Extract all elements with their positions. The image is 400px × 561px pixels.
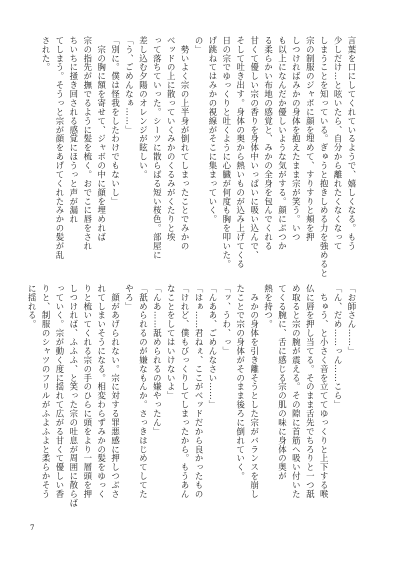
text-line: しつければ、ふふふ、と笑った宗の吐息が周囲に散らば <box>68 284 79 508</box>
text-line: 甘くて優しい宗の香りを身体中いっぱいに吸い込んで、 <box>249 36 260 260</box>
text-line: 顔があげられない。宗に対する罪悪感に押しつぶさ <box>110 284 121 499</box>
text-line: に揺れる。 <box>27 284 38 329</box>
text-line: 「けれど、僕もびっくりしてしまったから。もうあん <box>180 284 191 499</box>
text-line: 「んああ、ごめんなさい……」 <box>207 284 218 410</box>
text-line: ベッドの上に散っていくみかのくるみがくたりと埃 <box>166 36 177 242</box>
text-line: りと、制服のシャツのフリルがふよふよと柔らかそう <box>41 284 52 499</box>
text-line: 「はぁ……君ねぇ、ここがベッドだから良かったもの <box>194 284 205 499</box>
text-line: 言葉を口にしてくれているようで、嬉しくなる。もう <box>347 36 357 251</box>
text-line: 差し込む夕陽のオレンジが眩しい。 <box>138 36 149 180</box>
text-line: 少しだけ…と呟いたら、自分から離れたくなくなって <box>333 36 344 251</box>
text-line: しまうことを知っている。ぎゅうと抱きしめる力を強めると <box>319 36 330 278</box>
text-line: 仏に唇を押し当てる。そのまま舌先でちろりと一つ舐 <box>305 284 316 499</box>
text-line: 「んあ……舐められるの嫌やったん」 <box>152 284 163 436</box>
text-line: そして吐き出す。身体の奥から熱いものが込み上げてくる <box>235 36 246 269</box>
text-block-upper <box>38 36 358 278</box>
text-line: っていく。宗が動く度に揺れて広がる甘くて優しい香 <box>54 284 65 499</box>
text-line: 宗の制服のジャボに顔を埋めて、すりすりと頬を押 <box>305 36 316 242</box>
text-line: てくる腕に、舌に感じる宗の肌の味に身体の奥が <box>277 284 288 481</box>
text-line: しつければみかの身体を抱えたまま宗が笑う。いつ <box>291 36 302 242</box>
text-line: たことで宗の身体がそのまま後ろに倒れていく。 <box>235 284 246 481</box>
text-line: 「ッ、うわ、っ」 <box>221 284 232 356</box>
text-line: やろ」 <box>124 284 135 311</box>
text-line: 熱を持つ。 <box>263 284 274 329</box>
text-line: てしまう。そうっと宗が顔をあげてくれたみかの髪が乱 <box>54 36 65 260</box>
text-line: 「ん、だめ……っん……こら」 <box>333 284 344 410</box>
text-line: 勢いよく宗の上半身が倒れてしまったことでみかの <box>180 36 191 251</box>
text-line: みかの身体を引き離そうとした宗がバランスを崩し <box>249 284 260 499</box>
text-line: ちゅう、と小さく音を立ててゆっくりと上下する喉 <box>319 284 330 499</box>
text-block-lower <box>24 284 358 516</box>
text-line: げ跳ねてはみかの視線がそこに集まっていく。 <box>207 36 218 224</box>
text-line: なことをしてはいけないよ」 <box>166 284 177 401</box>
text-line: 日の宗でゆっくりと吐くように心臓が何度も胸を叩いた。 <box>221 36 232 269</box>
text-line: 「別に。僕は怪我をしたわけでもないし」 <box>110 36 121 206</box>
text-line: れてしまいそうになる。相変わらずみかの髪をゆっく <box>96 284 107 499</box>
text-line: 宗の指先が撫でるように髪を梳く。おでこに唇をされ <box>82 36 93 251</box>
text-line: の」 <box>194 36 205 54</box>
text-line: 宗の胸に額を寄せて、ジャボの中に顔を埋めれば <box>96 36 107 242</box>
text-line: も以上になんだか優しいような気がする。顔にぶつか <box>277 36 288 251</box>
page-number: 7 <box>30 524 35 532</box>
text-line: る柔らかい布地の感覚と、みかの全身を包んでくれる <box>263 36 274 251</box>
text-line: ちいちに掻き回される感覚にほうっと声が漏れ <box>68 36 79 224</box>
text-line: りと梳いてくれる宗の手のひらに頭をより一層頭を押 <box>82 284 93 499</box>
text-line: 「舐められるのが嫌なもんか。さっきはじめてしてた <box>138 284 149 499</box>
text-line: って落ちていった。シーツに散らばる短い桜色。部屋に <box>152 36 163 260</box>
text-line: 「う、ごめんなぁ……」 <box>124 36 135 135</box>
text-line: め取ると宗の腕が震える。その隙に首筋へ吸い付いた <box>291 284 302 499</box>
text-line: された。 <box>41 36 52 72</box>
text-line: 「お師さん……」 <box>347 284 357 356</box>
